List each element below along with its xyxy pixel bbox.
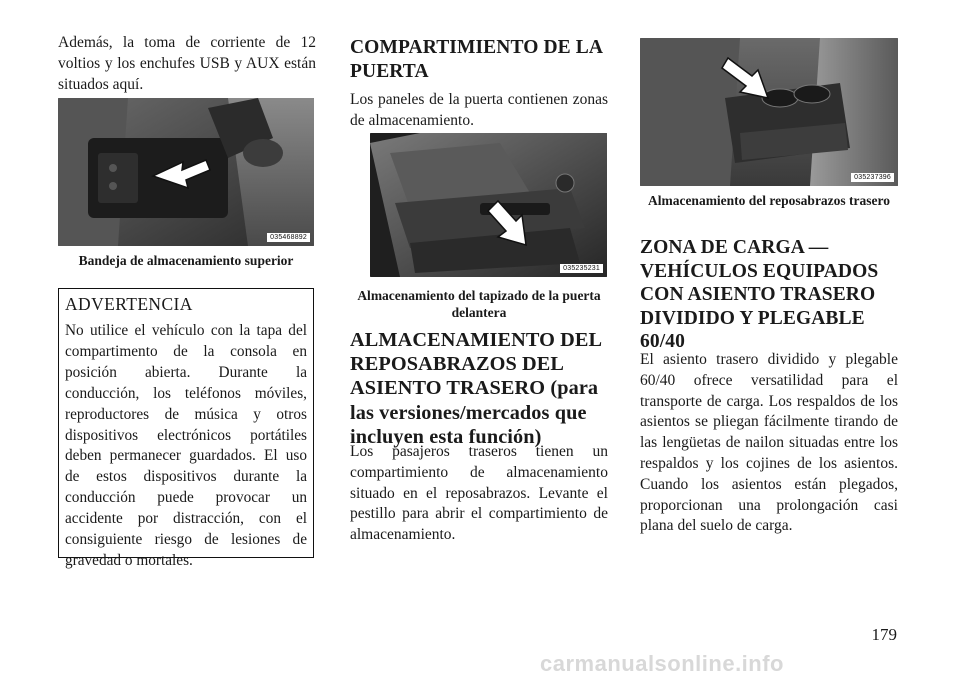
heading-door-compartment: COMPARTIMIENTO DE LA PUERTA bbox=[350, 37, 602, 82]
upper-storage-tray-photo bbox=[58, 98, 314, 246]
figure-caption: Bandeja de almacenamiento superior bbox=[78, 253, 294, 268]
armrest-illustration bbox=[640, 38, 898, 186]
door-panel-illustration bbox=[370, 133, 607, 277]
figure-code: 035468892 bbox=[267, 233, 310, 242]
heading-rear-armrest: ALMACENAMIENTO DEL REPOSABRAZOS DEL ASIENTO TRASERO (para las versiones/mercados que incluyen esta función) bbox=[350, 329, 602, 448]
page-number: 179 bbox=[871, 625, 897, 644]
warning-title: ADVERTENCIA bbox=[65, 294, 193, 314]
intro-paragraph: Además, la toma de corriente de 12 voltios y los enchufes USB y AUX están situados aquí. bbox=[58, 34, 316, 93]
console-tray-illustration bbox=[58, 98, 314, 246]
rear-armrest-photo bbox=[640, 38, 898, 186]
warning-box bbox=[58, 288, 314, 569]
armrest-paragraph: Los pasajeros traseros tienen un compartimiento de almacenamiento situado en el reposabrazos. Levante el pestillo para abrir el compartimiento de almacenamiento. bbox=[350, 443, 608, 544]
cargo-paragraph: El asiento trasero dividido y plegable 60/40 ofrece versatilidad para el transporte de carga. Los respaldos de los asientos se pliegan fácilmente tirando de las lengüetas de nailon situadas entre los respaldos y los cojines de los asientos. Cuando los asientos están plegados, proporcionan una prolongación casi plana del suelo de carga. bbox=[640, 351, 898, 535]
figure-caption: Almacenamiento del tapizado de la puerta delantera bbox=[357, 288, 601, 320]
door-paragraph: Los paneles de la puerta contienen zonas de almacenamiento. bbox=[350, 91, 608, 129]
figure-code: 035235231 bbox=[560, 264, 603, 273]
watermark: carmanualsonline.info bbox=[540, 651, 784, 676]
door-trim-photo bbox=[370, 133, 607, 277]
figure-code: 035237396 bbox=[851, 173, 894, 182]
figure-caption: Almacenamiento del reposabrazos trasero bbox=[647, 193, 891, 208]
heading-cargo-area: ZONA DE CARGA — VEHÍCULOS EQUIPADOS CON ASIENTO TRASERO DIVIDIDO Y PLEGABLE 60/40 bbox=[640, 237, 879, 353]
warning-text: No utilice el vehículo con la tapa del compartimento de la consola en posición abierta. Durante la conducción, los teléfonos móviles, reproductores de música y otros dispositivos electrónicos portátiles deben permanecer guardados. El uso de estos dispositivos durante la conducción puede provocar un accidente por distracción, con el consiguiente riesgo de lesiones de gravedad o mortales. bbox=[65, 322, 307, 569]
